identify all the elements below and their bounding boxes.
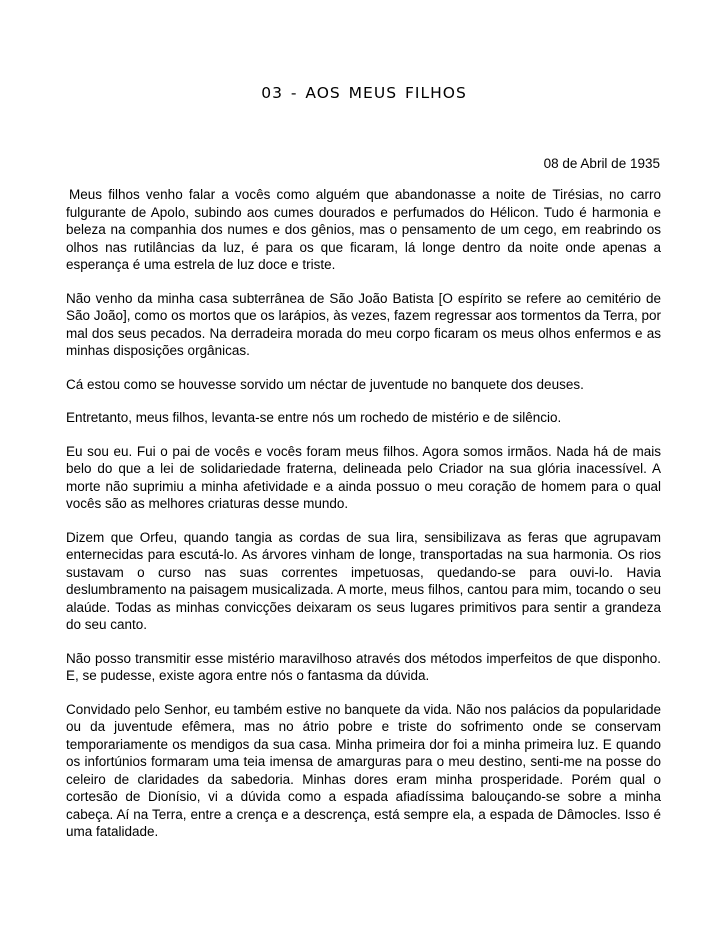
paragraph-8: Convidado pelo Senhor, eu também estive no banquete da vida. Não nos palácios da popularidade ou da juventude efêmera, mas no átrio pobre e triste do sofrimento onde se conservam temporariamente os mendigos da sua casa. Minha primeira dor foi a minha primeira luz. E quando os infortúnios formaram uma teia imensa de amarguras para o meu destino, senti-me na posse do celeiro de claridades da sabedoria. Minhas dores eram minha prosperidade. Porém qual o cortesão de Dionísio, vi a dúvida como a espada afiadíssima balouçando-se sobre a minha cabeça. Aí na Terra, entre a crença e a descrença, está sempre ela, a espada de Dâmocles. Isso é uma fatalidade.: [66, 701, 661, 839]
paragraph-4: Entretanto, meus filhos, levanta-se entre nós um rochedo de mistério e de silêncio.: [66, 410, 562, 425]
paragraph-5: Eu sou eu. Fui o pai de vocês e vocês foram meus filhos. Agora somos irmãos. Nada há de mais belo do que a lei de solidariedade fraterna, delineada pelo Criador na sua glória inacessível. A morte não suprimiu a minha afetividade e a ainda possuo o meu coração de homem para o qual vocês são as melhores criaturas desse mundo.: [66, 443, 661, 511]
paragraph-1: Meus filhos venho falar a vocês como alguém que abandonasse a noite de Tirésias, no carro fulgurante de Apolo, subindo aos cumes dourados e perfumados do Hélicon. Tudo é harmonia e beleza na companhia dos numes e dos gênios, mas o pensamento de um cego, em reabrindo os olhos nas rutilâncias da luz, é para os que ficaram, lá longe dentro da noite onde apenas a esperança é uma estrela de luz doce e triste.: [66, 187, 661, 272]
document-title: 03 - AOS MEUS FILHOS: [261, 84, 467, 102]
paragraph-2: Não venho da minha casa subterrânea de São João Batista [O espírito se refere ao cemitério de São João], como os mortos que os larápios, às vezes, fazem regressar aos tormentos da Terra, por mal dos seus pecados. Na derradeira morada do meu corpo ficaram os meus olhos enfermos e as minhas disposições orgânicas.: [66, 290, 661, 358]
paragraph-3: Cá estou como se houvesse sorvido um néctar de juventude no banquete dos deuses.: [66, 376, 584, 392]
document-body: [66, 186, 661, 857]
paragraph-6: Dizem que Orfeu, quando tangia as cordas de sua lira, sensibilizava as feras que agrupavam enternecidas para escutá-lo. As árvores vinham de longe, transportadas na sua harmonia. Os rios sustavam o curso nas suas correntes impetuosas, quedando-se para ouvi-lo. Havia deslumbramento na paisagem musicalizada. A morte, meus filhos, cantou para mim, tocando o seu alaúde. Todas as minhas convicções deixaram os seus lugares primitivos para sentir a grandeza do seu canto.: [66, 529, 661, 632]
document-date: 08 de Abril de 1935: [543, 156, 660, 171]
paragraph-7: Não posso transmitir esse mistério maravilhoso através dos métodos imperfeitos de que disponho. E, se pudesse, existe agora entre nós o fantasma da dúvida.: [66, 650, 661, 683]
